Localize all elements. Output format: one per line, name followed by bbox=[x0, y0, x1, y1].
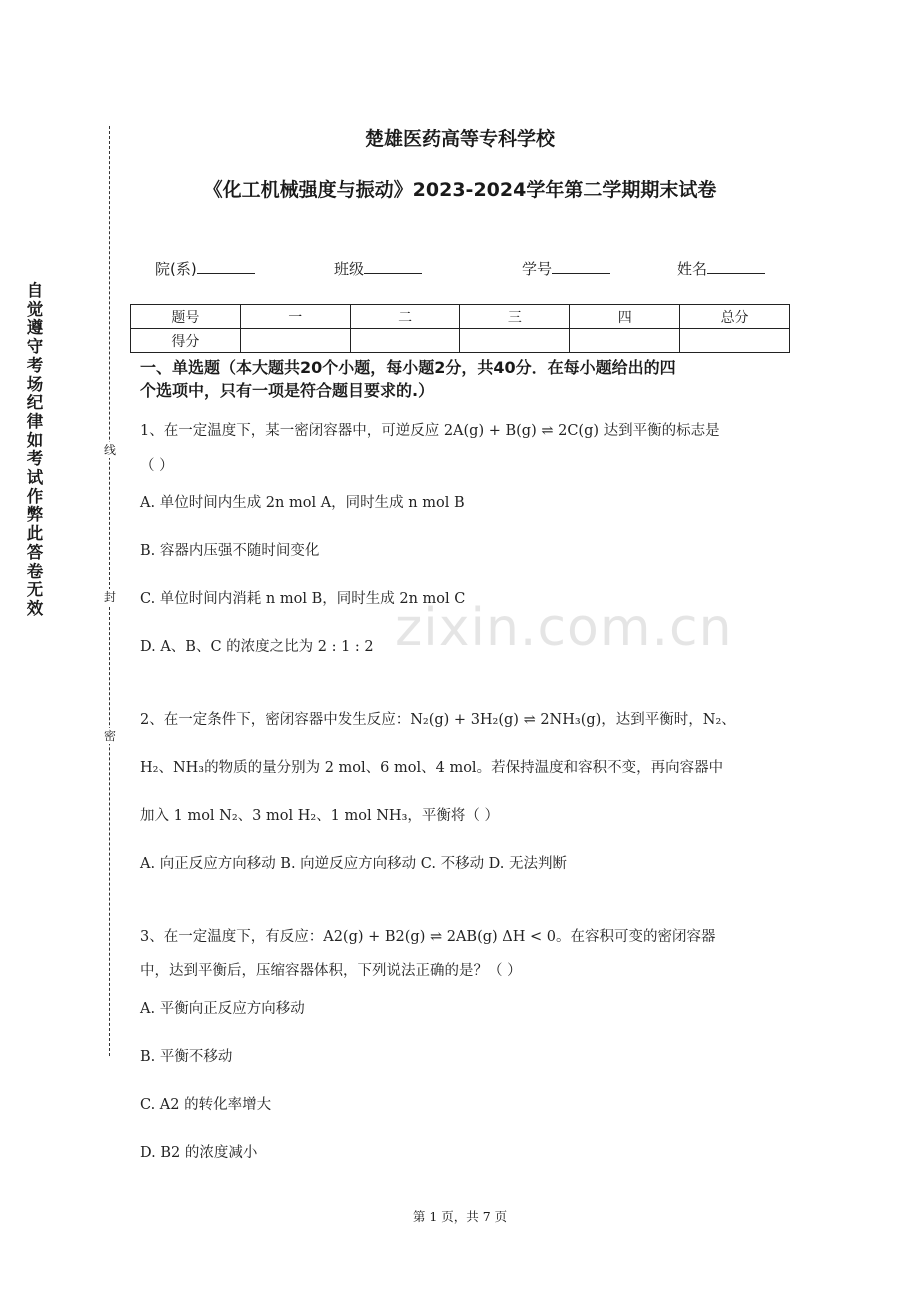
student-id-label: 学号 bbox=[522, 260, 553, 278]
score-entry-cell[interactable] bbox=[350, 329, 460, 353]
binding-mark-secret: 密 bbox=[103, 729, 116, 743]
question-2-options[interactable]: A. 向正反应方向移动 B. 向逆反应方向移动 C. 不移动 D. 无法判断 bbox=[140, 856, 568, 872]
question-1-line: 1、在一定温度下，某一密闭容器中，可逆反应 2A(g) + B(g) ⇌ 2C(g) 达到平衡的标志是 bbox=[140, 423, 720, 439]
name-label: 姓名 bbox=[677, 260, 708, 278]
page-footer: 第 1 页，共 7 页 bbox=[412, 1209, 508, 1224]
question-2-line: H₂、NH₃的物质的量分别为 2 mol、6 mol、4 mol。若保持温度和容积不变，再向容器中 bbox=[140, 760, 724, 776]
watermark: zixin.com.cn bbox=[395, 598, 733, 658]
section-heading-line: 一、单选题（本大题共20个小题，每小题2分，共40分．在每小题给出的四 bbox=[140, 358, 676, 377]
score-table-cell: 四 bbox=[570, 305, 680, 329]
name-blank[interactable] bbox=[707, 259, 765, 274]
score-entry-cell[interactable] bbox=[680, 329, 790, 353]
department-field[interactable] bbox=[155, 258, 255, 279]
score-entry-cell[interactable] bbox=[460, 329, 570, 353]
student-id-blank[interactable] bbox=[552, 259, 610, 274]
score-table-header-row bbox=[131, 305, 790, 329]
question-1-option-d[interactable]: D. A、B、C 的浓度之比为 2 : 1 : 2 bbox=[140, 639, 374, 655]
score-table-cell: 总分 bbox=[680, 305, 790, 329]
question-2-line: 2、在一定条件下，密闭容器中发生反应：N₂(g) + 3H₂(g) ⇌ 2NH₃(g)，达到平衡时，N₂、 bbox=[140, 712, 736, 728]
score-entry-cell[interactable] bbox=[570, 329, 680, 353]
student-id-field[interactable] bbox=[522, 258, 610, 279]
department-label: 院(系) bbox=[155, 260, 197, 278]
section-heading bbox=[140, 356, 790, 402]
class-field[interactable] bbox=[334, 258, 422, 279]
question-1-answer-paren: （ ） bbox=[140, 458, 174, 474]
score-entry-cell[interactable] bbox=[240, 329, 350, 353]
binding-mark-line: 线 bbox=[103, 443, 116, 457]
question-1-option-c[interactable]: C. 单位时间内消耗 n mol B，同时生成 2n mol C bbox=[140, 591, 466, 607]
question-1-option-b[interactable]: B. 容器内压强不随时间变化 bbox=[140, 543, 320, 559]
section-heading-line: 个选项中，只有一项是符合题目要求的.） bbox=[140, 381, 435, 400]
department-blank[interactable] bbox=[197, 259, 255, 274]
question-3-option-a[interactable]: A. 平衡向正反应方向移动 bbox=[140, 1001, 305, 1017]
score-table-cell: 二 bbox=[350, 305, 460, 329]
exam-title: 《化工机械强度与振动》2023-2024学年第二学期期末试卷 bbox=[203, 179, 717, 201]
question-3-option-b[interactable]: B. 平衡不移动 bbox=[140, 1049, 233, 1065]
question-1-option-a[interactable]: A. 单位时间内生成 2n mol A，同时生成 n mol B bbox=[140, 495, 465, 511]
class-label: 班级 bbox=[334, 260, 365, 278]
name-field[interactable] bbox=[677, 258, 765, 279]
question-3-option-c[interactable]: C. A2 的转化率增大 bbox=[140, 1097, 272, 1113]
score-table-cell: 题号 bbox=[131, 305, 241, 329]
question-2-line: 加入 1 mol N₂、3 mol H₂、1 mol NH₃，平衡将（ ） bbox=[140, 808, 500, 824]
binding-mark-seal: 封 bbox=[103, 590, 116, 604]
school-name: 楚雄医药高等专科学校 bbox=[364, 128, 555, 150]
score-table-cell: 一 bbox=[240, 305, 350, 329]
class-blank[interactable] bbox=[364, 259, 422, 274]
question-3-option-d[interactable]: D. B2 的浓度减小 bbox=[140, 1145, 258, 1161]
score-table bbox=[130, 304, 790, 353]
score-table-cell: 得分 bbox=[131, 329, 241, 353]
score-table-score-row bbox=[131, 329, 790, 353]
score-table-cell: 三 bbox=[460, 305, 570, 329]
question-3-line: 3、在一定温度下，有反应：A2(g) + B2(g) ⇌ 2AB(g) ΔH < 0。在容积可变的密闭容器 bbox=[140, 929, 716, 945]
question-3-line: 中，达到平衡后，压缩容器体积，下列说法正确的是？（ ） bbox=[140, 963, 522, 979]
exam-rule-notice: 自觉遵守考场纪律如考试作弊此答卷无效 bbox=[26, 281, 44, 618]
